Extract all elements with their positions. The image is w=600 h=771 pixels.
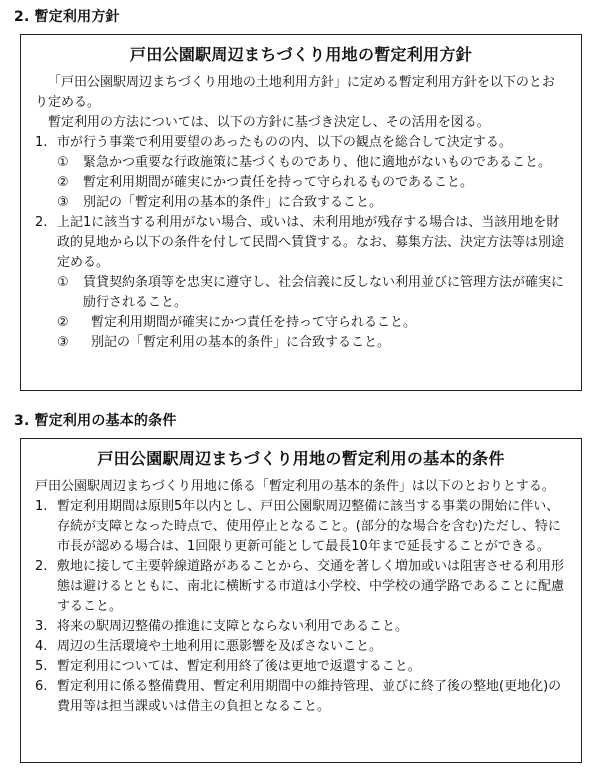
conditions-box-title: 戸田公園駅周辺まちづくり用地の暫定利用の基本的条件 <box>97 449 505 468</box>
condition-item-1 <box>35 497 567 557</box>
policy-item-2-sub-2-text: 暫定利用期間が確実にかつ責任を持って守られること。 <box>91 315 417 330</box>
conditions-intro: 戸田公園駅周辺まちづくり用地に係る「暫定利用の基本的条件」は以下のとおりとする。 <box>35 479 555 494</box>
policy-item-1-sub-2 <box>35 173 567 193</box>
policy-item-2-text: 上記1に該当する利用がない場合、或いは、未利用地が残存する場合は、当該用地を財政的見地から以下の条件を付して民間へ賃貸する。なお、募集方法、決定方法等は別途定める。 <box>57 215 565 270</box>
policy-intro-2: 暫定利用の方法については、以下の方針に基づき決定し、その活用を図る。 <box>48 115 490 130</box>
policy-item-2-sub-2 <box>35 313 567 333</box>
policy-item-2-sub-1-text: 賃貸契約条項等を忠実に遵守し、社会信義に反しない利用並びに管理方法が確実に励行されること。 <box>83 275 565 310</box>
condition-item-1-number: 1. <box>35 499 48 514</box>
condition-item-4-number: 4. <box>35 639 48 654</box>
policy-item-2-number: 2. <box>35 215 48 230</box>
policy-item-2-sub-3-text: 別記の「暫定利用の基本的条件」に合致すること。 <box>91 335 391 350</box>
condition-item-1-text: 暫定利用期間は原則5年以内とし、戸田公園駅周辺整備に該当する事業の開始に伴い、存続が支障となった時点で、使用停止となること。(部分的な場合を含む)ただし、特に市長が認める場合は、1回限り更新可能として最長10年まで延長することができる。 <box>57 499 561 554</box>
policy-item-1-sub-1 <box>35 153 567 173</box>
conditions-box <box>20 438 582 763</box>
condition-item-2 <box>35 557 567 617</box>
policy-box <box>20 34 582 391</box>
condition-item-6 <box>35 677 567 717</box>
condition-item-3 <box>35 617 567 637</box>
condition-item-5-text: 暫定利用については、暫定利用終了後は更地で返還すること。 <box>57 659 421 674</box>
policy-intro-1: 「戸田公園駅周辺まちづくり用地の土地利用方針」に定める暫定利用方針を以下のとおり定める。 <box>35 75 555 110</box>
condition-item-5 <box>35 657 567 677</box>
policy-item-2-sub-1 <box>35 273 567 313</box>
condition-item-5-number: 5. <box>35 659 48 674</box>
policy-box-title: 戸田公園駅周辺まちづくり用地の暫定利用方針 <box>129 45 473 64</box>
policy-item-2 <box>35 213 567 273</box>
policy-item-1-sub-3-text: 別記の「暫定利用の基本的条件」に合致すること。 <box>83 195 383 210</box>
section2-heading: 2. 暫定利用方針 <box>14 9 120 25</box>
condition-item-2-number: 2. <box>35 559 48 574</box>
condition-item-3-number: 3. <box>35 619 48 634</box>
policy-item-2-sub-3 <box>35 333 567 353</box>
condition-item-2-text: 敷地に接して主要幹線道路があることから、交通を著しく増加或いは阻害させる利用形態は避けるとともに、南北に横断する市道は小学校、中学校の通学路であることに配慮すること。 <box>57 559 565 614</box>
condition-item-3-text: 将来の駅周辺整備の推進に支障とならない利用であること。 <box>57 619 409 634</box>
condition-item-6-text: 暫定利用に係る整備費用、暫定利用期間中の維持管理、並びに終了後の整地(更地化)の費用等は担当課或いは借主の負担となること。 <box>57 679 562 714</box>
policy-item-1-text: 市が行う事業で利用要望のあったものの内、以下の観点を総合して決定する。 <box>57 135 512 150</box>
condition-item-4-text: 周辺の生活環境や土地利用に悪影響を及ぼさないこと。 <box>57 639 383 654</box>
condition-item-4 <box>35 637 567 657</box>
policy-item-2-sub-2-number: ② <box>57 315 69 330</box>
policy-item-1-sub-2-text: 暫定利用期間が確実にかつ責任を持って守られるものであること。 <box>83 175 474 190</box>
policy-item-1-sub-2-number: ② <box>57 175 69 190</box>
policy-item-1-sub-1-number: ① <box>57 155 69 170</box>
section3-heading: 3. 暫定利用の基本的条件 <box>14 413 177 429</box>
condition-item-6-number: 6. <box>35 679 48 694</box>
policy-item-1-sub-3 <box>35 193 567 213</box>
policy-item-1-sub-3-number: ③ <box>57 195 69 210</box>
policy-item-1-sub-1-text: 緊急かつ重要な行政施策に基づくものであり、他に適地がないものであること。 <box>83 155 552 170</box>
policy-item-1-number: 1. <box>35 135 48 150</box>
policy-item-2-sub-1-number: ① <box>57 275 69 290</box>
policy-item-1 <box>35 133 567 153</box>
policy-item-2-sub-3-number: ③ <box>57 335 69 350</box>
